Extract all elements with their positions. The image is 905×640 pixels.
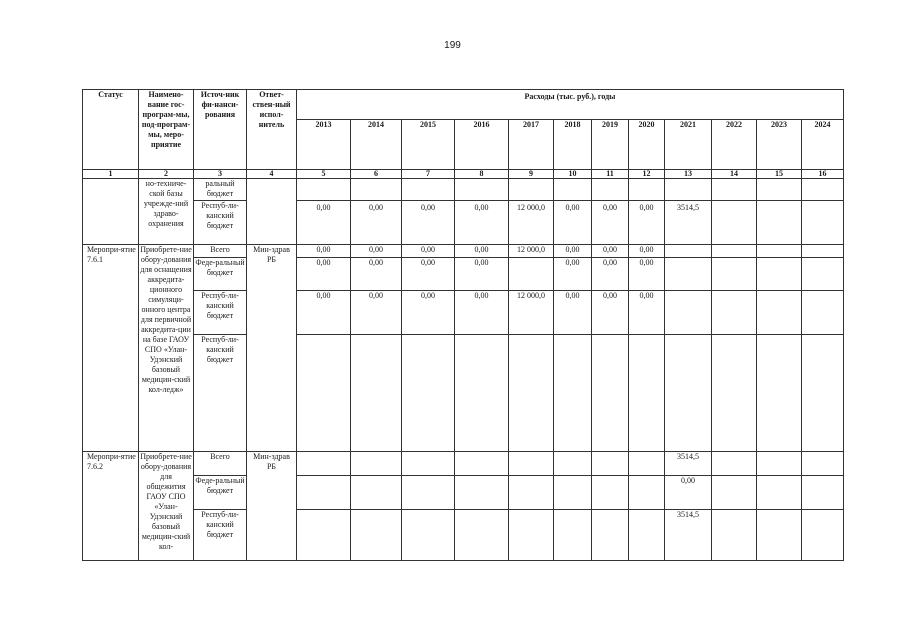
value-cell: [802, 476, 844, 510]
value-cell: [297, 476, 351, 510]
value-cell: 0,00: [297, 201, 351, 245]
value-cell: 0,00: [629, 245, 665, 258]
value-cell: 0,00: [351, 245, 402, 258]
header-name: Наимено-вание гос-програм-мы, под-програм-мы, меро-приятие: [139, 90, 194, 170]
value-cell: [712, 291, 757, 335]
year-header: 2018: [554, 120, 592, 170]
executor-cell: Мин-здрав РБ: [247, 245, 297, 452]
header-status: Статус: [83, 90, 139, 170]
col-number: 16: [802, 170, 844, 179]
value-cell: 0,00: [629, 291, 665, 335]
value-cell: [297, 452, 351, 476]
value-cell: 3514,5: [665, 201, 712, 245]
measure-status: Меропри-ятие 7.6.2: [83, 452, 139, 561]
header-expenses: Расходы (тыс. руб.), годы: [297, 90, 844, 120]
value-cell: [592, 452, 629, 476]
value-cell: 12 000,0: [509, 245, 554, 258]
value-cell: [554, 510, 592, 561]
measure-status: Меропри-ятие 7.6.1: [83, 245, 139, 452]
value-cell: 3514,5: [665, 510, 712, 561]
executor-cell: [247, 179, 297, 245]
value-cell: [455, 510, 509, 561]
col-number: 4: [247, 170, 297, 179]
value-cell: 12 000,0: [509, 201, 554, 245]
value-cell: 0,00: [455, 245, 509, 258]
value-cell: [629, 452, 665, 476]
value-cell: [712, 201, 757, 245]
page-number: 199: [444, 40, 461, 51]
value-cell: [351, 510, 402, 561]
value-cell: [757, 258, 802, 291]
value-cell: 0,00: [455, 201, 509, 245]
value-cell: [712, 245, 757, 258]
source-cell: Феде-ральный бюджет: [194, 258, 247, 291]
value-cell: [629, 476, 665, 510]
table-row: [83, 201, 844, 245]
col-number: 13: [665, 170, 712, 179]
value-cell: 0,00: [402, 291, 455, 335]
table-row: [83, 510, 844, 561]
col-number: 8: [455, 170, 509, 179]
source-cell: Респуб-ли-канский бюджет: [194, 291, 247, 335]
value-cell: 0,00: [629, 258, 665, 291]
value-cell: 0,00: [592, 201, 629, 245]
value-cell: [554, 476, 592, 510]
value-cell: [757, 452, 802, 476]
budget-table: [82, 89, 844, 561]
value-cell: [757, 291, 802, 335]
year-header: 2021: [665, 120, 712, 170]
source-cell: Респуб-ли-канский бюджет: [194, 510, 247, 561]
value-cell: 0,00: [351, 291, 402, 335]
value-cell: 0,00: [351, 258, 402, 291]
column-numbers-row: [83, 170, 844, 179]
value-cell: [509, 476, 554, 510]
value-cell: [712, 258, 757, 291]
col-number: 15: [757, 170, 802, 179]
col-number: 2: [139, 170, 194, 179]
value-cell: 12 000,0: [509, 291, 554, 335]
value-cell: [402, 476, 455, 510]
value-cell: [712, 452, 757, 476]
year-header: 2019: [592, 120, 629, 170]
value-cell: [509, 452, 554, 476]
year-header: 2020: [629, 120, 665, 170]
col-number: 1: [83, 170, 139, 179]
value-cell: [712, 476, 757, 510]
value-cell: 0,00: [297, 258, 351, 291]
year-header: 2014: [351, 120, 402, 170]
value-cell: [757, 476, 802, 510]
value-cell: 0,00: [665, 476, 712, 510]
value-cell: 0,00: [297, 291, 351, 335]
value-cell: [665, 291, 712, 335]
col-number: 7: [402, 170, 455, 179]
year-header: 2013: [297, 120, 351, 170]
year-header: 2015: [402, 120, 455, 170]
value-cell: 0,00: [455, 291, 509, 335]
value-cell: [351, 452, 402, 476]
year-header: 2024: [802, 120, 844, 170]
executor-cell: Мин-здрав РБ: [247, 452, 297, 561]
source-cell: Респуб-ли-канский бюджет: [194, 201, 247, 245]
status-cell: [83, 179, 139, 245]
source-cell: ральный бюджет: [194, 179, 247, 201]
value-cell: 0,00: [592, 245, 629, 258]
header-executor: Ответ-ствен-ный испол-нитель: [247, 90, 297, 170]
year-header: 2017: [509, 120, 554, 170]
value-cell: [802, 291, 844, 335]
value-cell: [402, 510, 455, 561]
value-cell: 0,00: [455, 258, 509, 291]
year-header: 2016: [455, 120, 509, 170]
value-cell: 0,00: [554, 201, 592, 245]
value-cell: [757, 245, 802, 258]
value-cell: [802, 452, 844, 476]
table-row: [83, 452, 844, 476]
value-cell: [455, 476, 509, 510]
table-row: [83, 476, 844, 510]
source-cell: Всего: [194, 452, 247, 476]
value-cell: [665, 258, 712, 291]
value-cell: 0,00: [592, 258, 629, 291]
value-cell: [665, 245, 712, 258]
value-cell: [592, 476, 629, 510]
col-number: 14: [712, 170, 757, 179]
value-cell: [509, 510, 554, 561]
measure-name: Приобрете-ние обору-дования для общежития ГАОУ СПО «Улан-Удэнский базовый медицин-ский кол-: [139, 452, 194, 561]
value-cell: [351, 476, 402, 510]
value-cell: [802, 510, 844, 561]
table-row: [83, 335, 844, 452]
year-header: 2023: [757, 120, 802, 170]
year-header: 2022: [712, 120, 757, 170]
value-cell: 0,00: [297, 245, 351, 258]
source-cell: Всего: [194, 245, 247, 258]
value-cell: [802, 245, 844, 258]
value-cell: 0,00: [554, 291, 592, 335]
table-row: [83, 245, 844, 258]
value-cell: 0,00: [554, 258, 592, 291]
col-number: 12: [629, 170, 665, 179]
value-cell: [455, 452, 509, 476]
value-cell: [802, 201, 844, 245]
value-cell: 0,00: [351, 201, 402, 245]
value-cell: 0,00: [629, 201, 665, 245]
table-row: [83, 258, 844, 291]
value-cell: 0,00: [402, 201, 455, 245]
value-cell: [757, 201, 802, 245]
source-cell: Феде-ральный бюджет: [194, 476, 247, 510]
value-cell: [554, 452, 592, 476]
value-cell: [402, 452, 455, 476]
measure-name: Приобрете-ние обору-дования для оснащения аккредита-ционного симуляци-онного центра для первичной аккредита-ции на базе ГАОУ СПО «Улан-Удэнский базовый медицин-ский кол-ледж»: [139, 245, 194, 452]
value-cell: [757, 510, 802, 561]
value-cell: [629, 510, 665, 561]
source-cell: Респуб-ли-канский бюджет: [194, 335, 247, 452]
value-cell: [802, 258, 844, 291]
col-number: 9: [509, 170, 554, 179]
value-cell: [509, 258, 554, 291]
header-source: Источ-ник фи-нанси-рования: [194, 90, 247, 170]
value-cell: 3514,5: [665, 452, 712, 476]
value-cell: [592, 510, 629, 561]
value-cell: 0,00: [402, 258, 455, 291]
col-number: 6: [351, 170, 402, 179]
table-row: [83, 179, 844, 201]
table-row: [83, 291, 844, 335]
col-number: 11: [592, 170, 629, 179]
value-cell: 0,00: [402, 245, 455, 258]
value-cell: 0,00: [592, 291, 629, 335]
value-cell: 0,00: [554, 245, 592, 258]
measure-name: но-техниче-ской базы учрежде-ний здраво-охранения: [139, 179, 194, 245]
col-number: 3: [194, 170, 247, 179]
col-number: 5: [297, 170, 351, 179]
value-cell: [712, 510, 757, 561]
col-number: 10: [554, 170, 592, 179]
value-cell: [297, 510, 351, 561]
